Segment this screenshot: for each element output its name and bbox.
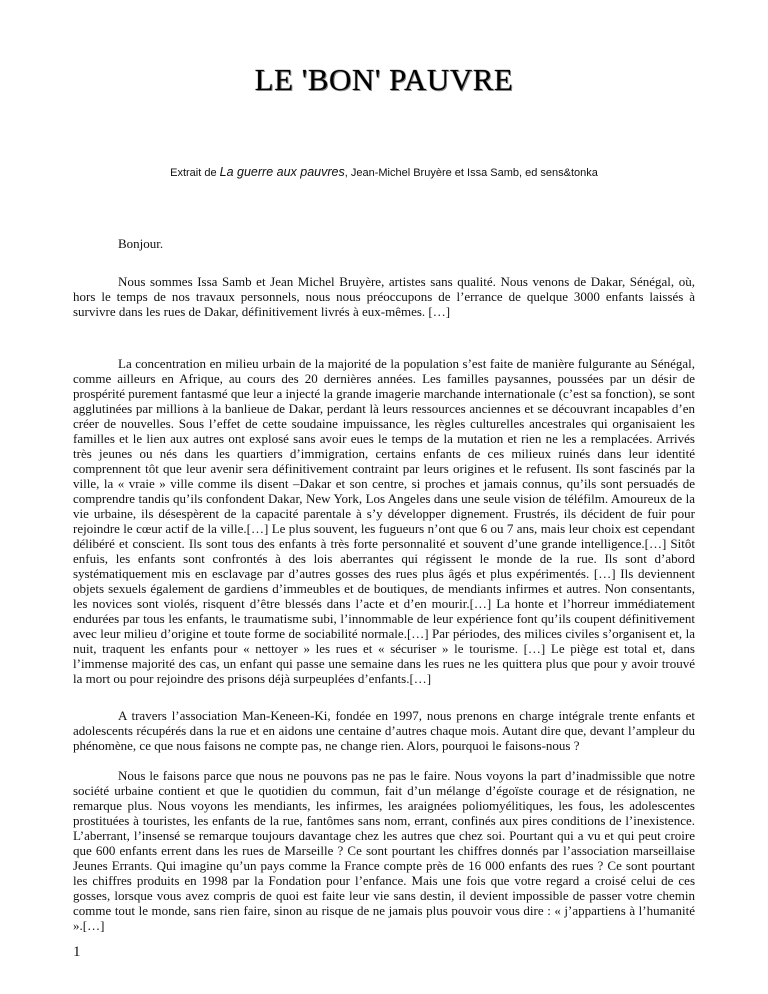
- document-body: [73, 274, 695, 933]
- page-number: 1: [73, 944, 81, 960]
- source-citation: [0, 165, 768, 179]
- greeting: Bonjour.: [118, 236, 164, 251]
- paragraph-3: A travers l’association Man-Keneen-Ki, fondée en 1997, nous prenons en charge intégrale trente enfants et adolescents récupérés dans la rue et en aidons une centaine d’autres chaque mois. Autant dire que, devant l’ampleur du phénomène, ce que nous faisons ne compte pas, ne change rien. Alors, pourquoi le faisons-nous ?: [73, 708, 695, 753]
- citation-prefix: Extrait de: [170, 167, 220, 179]
- paragraph-4: Nous le faisons parce que nous ne pouvons pas ne pas le faire. Nous voyons la part d’inadmissible que notre société urbaine contient et que le quotidien du commun, fait d’un mélange d’égoïste courage et de résignation, ne remarque plus. Nous voyons les mendiants, les infirmes, les araignées poliomyélitiques, les fous, les adolescentes prostituées à touristes, les enfants de la rue, fantômes sans nom, errant, confinés aux pires conditions de l’inexistence. L’aberrant, l’insensé se remarque toujours davantage chez les autres que chez soi. Pourtant qui a vu et qui peut croire que 600 enfants errent dans les rues de Marseille ? Ce sont pourtant les chiffres donnés par l’association marseillaise Jeunes Errants. Qui imagine qu’un pays comme la France compte près de 16 000 enfants des rues ? Ce sont pourtant les chiffres produits en 1998 par la Fondation pour l’enfance. Mais une fois que votre regard a croisé celui de ces gosses, lorsque vous avez compris de quoi est faite leur vie sans destin, il devient impossible de passer votre chemin comme tout le monde, sans rien faire, sinon au risque de ne jamais plus pouvoir vous dire : « j’appartiens à l’humanité ».[…]: [73, 768, 695, 933]
- paragraph-1: Nous sommes Issa Samb et Jean Michel Bruyère, artistes sans qualité. Nous venons de Dakar, Sénégal, où, hors le temps de nos travaux personnels, nous nous préoccupons de l’errance de quelque 3000 enfants laissés à survivre dans les rues de Dakar, définitivement livrés à eux-mêmes. […]: [73, 274, 695, 319]
- citation-authors: , Jean-Michel Bruyère et Issa Samb, ed sens&tonka: [344, 167, 598, 179]
- book-title: La guerre aux pauvres: [219, 165, 345, 179]
- paragraph-2: La concentration en milieu urbain de la majorité de la population s’est faite de manière fulgurante au Sénégal, comme ailleurs en Afrique, au cours des 20 dernières années. Les familles paysannes, poussées par un désir de prospérité purement fantasmé que leur a injecté la grande imagerie marchande internationale (c’est sa fonction), se sont agglutinées par millions à la banlieue de Dakar, perdant là leurs ressources anciennes et se découvrant incapables d’en créer de nouvelles. Sous l’effet de cette soudaine impuissance, les règles culturelles ancestrales qui organisaient les familles et le lien aux autres ont explosé sans avoir eues le temps de la mutation et rien ne les a remplacées. Arrivés très jeunes ou nés dans les quartiers d’immigration, certains enfants de ces milieux ruinés dans leur identité comprennent tôt que leur avenir sera définitivement contraint par leurs origines et le refusent. Ils sont fascinés par la ville, la « vraie » ville comme ils disent –Dakar et son centre, si proches et jamais connus, qu’ils sont persuadés de comprendre tandis qu’ils confondent Dakar, New York, Los Angeles dans une seule vision de téléfilm. Amoureux de la vie urbaine, ils désespèrent de la capacité parentale à s’y développer dignement. Frustrés, ils décident de fuir pour rejoindre le cœur actif de la ville.[…] Le plus souvent, les fugueurs n’ont que 6 ou 7 ans, mais leur choix est cependant délibéré et conscient. Ils sont tous des enfants à très forte personnalité et souvent d’une grande intelligence.[…] Sitôt enfuis, les enfants sont confrontés à des lois aberrantes qui régissent le monde de la rue. Ils sont d’abord systématiquement mis en esclavage par d’autres gosses des rues plus âgés et plus expérimentés. […] Ils deviennent objets sexuels également de gardiens d’immeubles et de boutiques, de mendiants infirmes et autres. Non consentants, les novices sont violés, risquent d’être blessés dans l’acte et d’en mourir.[…] La honte et l’horreur immédiatement endurées par tous les enfants, le traumatisme subi, l’innommable de leur expérience font qu’ils coupent définitivement avec leur milieu d’origine et toute forme de sociabilité normale.[…] Par périodes, des milices civiles s’organisent et, la nuit, traquent les enfants pour « nettoyer » les rues et « sécuriser » le tourisme. […] Le piège est total et, dans l’immense majorité des cas, un enfant qui passe une semaine dans les rues ne les quittera plus que pour y avoir trouvé la mort ou pour rejoindre des prisons déjà surpeuplées d’enfants.[…]: [73, 356, 695, 686]
- document-title: LE 'BON' PAUVRE: [254, 62, 514, 97]
